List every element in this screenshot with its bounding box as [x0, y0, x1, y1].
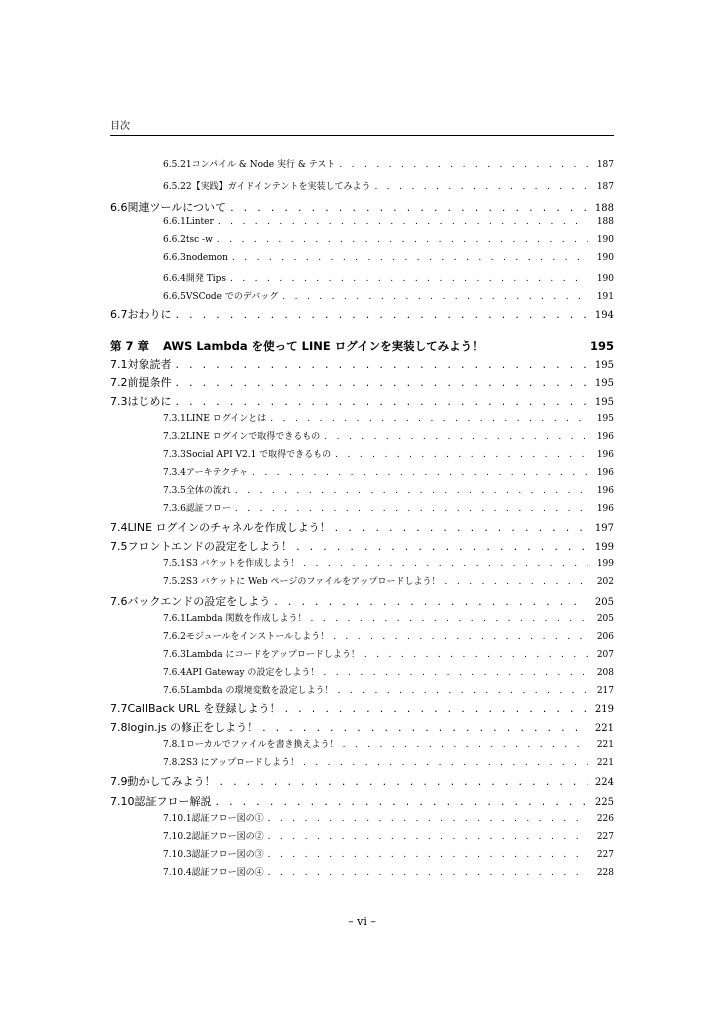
toc-subsection-entry[interactable]	[163, 179, 614, 192]
dot-leader	[333, 632, 588, 642]
toc-subsection-entry[interactable]	[163, 683, 614, 696]
toc-subsection-entry[interactable]	[163, 574, 614, 587]
toc-entry-page: 188	[596, 217, 614, 227]
toc-entry-number: 7.6	[110, 595, 128, 608]
toc-entry-number: 7.8.1	[163, 740, 186, 750]
toc-entry-number: 7.3.5	[163, 486, 186, 496]
toc-entry-title: 認証フロー図の④	[191, 868, 264, 878]
dot-leader	[374, 182, 588, 192]
toc-entry-title: 前提条件	[127, 376, 172, 389]
toc-section-entry[interactable]	[110, 519, 614, 535]
toc-subsection-entry[interactable]	[163, 865, 614, 878]
toc-entry-title: はじめに	[127, 395, 172, 408]
toc-entry-page: 199	[596, 559, 614, 569]
toc-entry-page: 197	[594, 523, 614, 534]
toc-entry-page: 187	[596, 182, 614, 192]
toc-subsection-entry[interactable]	[163, 465, 614, 478]
toc-entry-title: S3 バケットに Web ページのファイルをアップロードしよう！	[185, 577, 441, 587]
dot-leader	[311, 614, 588, 624]
toc-entry-title: Linter	[185, 217, 214, 227]
toc-entry-title: CallBack URL を登録しよう！	[127, 702, 281, 715]
toc-subsection-entry[interactable]	[163, 235, 614, 245]
toc-entry-number: 第 7 章	[110, 339, 150, 353]
dot-leader	[282, 292, 588, 302]
toc-subsection-entry[interactable]	[163, 737, 614, 750]
toc-entry-title: login.js の修正をしよう！	[127, 721, 259, 734]
dot-leader	[220, 775, 589, 788]
toc-entry-number: 7.5.1	[163, 559, 186, 569]
toc-entry-page: 196	[596, 450, 614, 460]
toc-entry-page: 226	[596, 814, 614, 824]
dot-leader	[270, 414, 588, 424]
toc-entry-page: 188	[594, 203, 614, 214]
dot-leader	[230, 201, 588, 214]
toc-entry-page: 227	[596, 850, 614, 860]
dot-leader	[176, 308, 589, 321]
toc-entry-page: 195	[596, 414, 614, 424]
toc-entry-number: 7.6.4	[163, 668, 186, 678]
dot-leader	[218, 217, 588, 227]
toc-section-entry[interactable]	[110, 393, 614, 409]
toc-entry-title: 認証フロー図の②	[191, 832, 264, 842]
toc-entry-number: 7.10.1	[163, 814, 192, 824]
toc-entry-page: 228	[596, 868, 614, 878]
toc-subsection-entry[interactable]	[163, 647, 614, 660]
toc-entry-page: 225	[594, 797, 614, 808]
toc-entry-number: 6.6.3	[163, 253, 186, 263]
toc-entry-number: 7.10	[110, 795, 135, 808]
toc-chapter-entry[interactable]	[110, 338, 614, 354]
dot-leader	[268, 814, 588, 824]
dot-leader	[343, 740, 588, 750]
page-number: – vi –	[348, 915, 376, 928]
toc-entry-page: 205	[596, 614, 614, 624]
toc-entry-page: 190	[596, 253, 614, 263]
toc-entry-page: 195	[594, 397, 614, 408]
toc-section-entry[interactable]	[110, 306, 614, 322]
toc-entry-page: 221	[596, 758, 614, 768]
dot-leader	[252, 468, 588, 478]
dot-leader	[285, 702, 588, 715]
dot-leader	[296, 540, 588, 553]
toc-entry-page: 221	[596, 740, 614, 750]
toc-entry-number: 7.6.5	[163, 686, 186, 696]
toc-section-entry[interactable]	[110, 700, 614, 716]
toc-entry-number: 7.7	[110, 702, 128, 715]
toc-entry-page: 219	[594, 704, 614, 715]
toc-entry-title: S3 バケットを作成しよう！	[185, 559, 300, 569]
toc-entry-title: 認証フロー図の①	[191, 814, 264, 824]
toc-subsection-entry[interactable]	[163, 556, 614, 569]
toc-entry-title: 動かしてみよう！	[127, 775, 216, 788]
toc-entry-title: API Gateway の設定をしよう！	[185, 668, 320, 678]
toc-subsection-entry[interactable]	[163, 847, 614, 860]
toc-section-entry[interactable]	[110, 719, 614, 735]
toc-entry-page: 195	[594, 378, 614, 389]
toc-entry-page: 205	[594, 597, 614, 608]
toc-entry-title: おわりに	[127, 308, 172, 321]
toc-entry-title: VSCode でのデバッグ	[185, 292, 279, 302]
toc-entry-page: 221	[594, 723, 614, 734]
toc-entry-title: tsc -w	[185, 235, 213, 245]
toc-entry-number: 7.10.4	[163, 868, 192, 878]
toc-entry-title: LINE ログインとは	[185, 414, 267, 424]
toc-entry-title: LINE ログインのチャネルを作成しよう！	[127, 521, 331, 534]
toc-entry-number: 6.5.22	[163, 182, 192, 192]
toc-section-entry[interactable]	[110, 593, 614, 609]
toc-entry-number: 7.6.1	[163, 614, 186, 624]
toc-entry-title: S3 にアップロードしよう！	[185, 758, 300, 768]
dot-leader	[230, 274, 588, 284]
toc-entry-number: 6.6	[110, 201, 128, 214]
toc-entry-page: 190	[596, 235, 614, 245]
dot-leader	[323, 668, 588, 678]
toc-entry-number: 6.6.4	[163, 274, 186, 284]
toc-entry-title: Social API V2.1 で取得できるもの	[185, 450, 332, 460]
toc-subsection-entry[interactable]	[163, 483, 614, 496]
dot-leader	[339, 160, 588, 170]
toc-entry-number: 7.3.3	[163, 450, 186, 460]
toc-entry-page: 196	[596, 486, 614, 496]
toc-entry-number: 7.9	[110, 775, 128, 788]
toc-entry-number: 7.10.2	[163, 832, 192, 842]
toc-entry-number: 7.3.2	[163, 432, 186, 442]
dot-leader	[235, 486, 588, 496]
dot-leader	[268, 832, 588, 842]
toc-entry-title: アーキテクチャ	[185, 468, 249, 478]
toc-entry-number: 7.3.1	[163, 414, 186, 424]
toc-entry-number: 7.5	[110, 540, 128, 553]
toc-entry-title: モジュールをインストールしよう！	[185, 632, 330, 642]
toc-entry-number: 7.6.3	[163, 650, 186, 660]
dot-leader	[176, 376, 589, 389]
toc-section-entry[interactable]	[110, 356, 614, 372]
dot-leader	[303, 758, 588, 768]
toc-subsection-entry[interactable]	[163, 289, 614, 302]
toc-section-entry[interactable]	[110, 374, 614, 390]
toc-entry-page: 196	[596, 468, 614, 478]
toc-entry-title: 全体の流れ	[185, 486, 231, 496]
dot-leader	[217, 235, 588, 245]
toc-section-entry[interactable]	[110, 773, 614, 789]
toc-entry-title: nodemon	[185, 253, 228, 263]
toc-subsection-entry[interactable]	[163, 501, 614, 514]
dot-leader	[274, 595, 588, 608]
dot-leader	[176, 358, 589, 371]
toc-entry-page: 195	[589, 339, 614, 353]
toc-entry-number: 7.1	[110, 358, 128, 371]
toc-entry-page: 196	[596, 504, 614, 514]
toc-entry-title: 認証フロー解説	[134, 795, 212, 808]
toc-entry-number: 7.2	[110, 376, 128, 389]
toc-subsection-entry[interactable]	[163, 429, 614, 442]
dot-leader	[216, 795, 589, 808]
toc-subsection-entry[interactable]	[163, 411, 614, 424]
toc-entry-number: 7.8	[110, 721, 128, 734]
toc-entry-number: 6.6.5	[163, 292, 186, 302]
toc-entry-title: Lambda 関数を作成しよう！	[185, 614, 307, 624]
toc-entry-number: 7.6.2	[163, 632, 186, 642]
toc-entry-title: AWS Lambda を使って LINE ログインを実装してみよう！	[163, 339, 484, 353]
toc-subsection-entry[interactable]	[163, 811, 614, 824]
toc-entry-number: 7.4	[110, 521, 128, 534]
toc-section-entry[interactable]	[110, 538, 614, 554]
toc-subsection-entry[interactable]	[163, 665, 614, 678]
toc-entry-number: 6.5.21	[163, 160, 192, 170]
toc-subsection-entry[interactable]	[163, 829, 614, 842]
toc-entry-number: 6.7	[110, 308, 128, 321]
toc-entry-title: 認証フロー図の③	[191, 850, 264, 860]
toc-entry-number: 6.6.2	[163, 235, 186, 245]
dot-leader	[335, 450, 588, 460]
dot-leader	[262, 721, 588, 734]
dot-leader	[335, 521, 588, 534]
toc-entry-title: 開発 Tips	[185, 274, 227, 284]
running-header: 目次	[110, 121, 130, 132]
dot-leader	[324, 432, 588, 442]
dot-leader	[268, 850, 588, 860]
dot-leader	[176, 395, 589, 408]
toc-subsection-entry[interactable]	[163, 253, 614, 263]
dot-leader	[364, 650, 588, 660]
toc-entry-page: 190	[596, 274, 614, 284]
toc-subsection-entry[interactable]	[163, 447, 614, 460]
toc-entry-page: 195	[594, 360, 614, 371]
toc-entry-number: 7.5.2	[163, 577, 186, 587]
toc-entry-title: 関連ツールについて	[127, 201, 227, 214]
toc-entry-title: Lambda の環境変数を設定しよう！	[185, 686, 334, 696]
toc-entry-page: 196	[596, 432, 614, 442]
toc-entry-title: Lambda にコードをアップロードしよう！	[185, 650, 360, 660]
toc-entry-page: 207	[596, 650, 614, 660]
toc-entry-number: 7.10.3	[163, 850, 192, 860]
toc-entry-title: 【実践】ガイドインテントを実装してみよう	[191, 182, 371, 192]
dot-leader	[445, 577, 588, 587]
toc-entry-page: 208	[596, 668, 614, 678]
toc-entry-title: ローカルでファイルを書き換えよう！	[185, 740, 339, 750]
dot-leader	[235, 504, 588, 514]
dot-leader	[232, 253, 588, 263]
toc-entry-title: バックエンドの設定をしよう	[127, 595, 271, 608]
toc-subsection-entry[interactable]	[163, 271, 614, 284]
toc-entry-title: フロントエンドの設定をしよう！	[127, 540, 293, 553]
toc-entry-page: 191	[596, 292, 614, 302]
toc-entry-page: 187	[596, 160, 614, 170]
toc-entry-number: 7.3.6	[163, 504, 186, 514]
toc-subsection-entry[interactable]	[163, 217, 614, 227]
dot-leader	[303, 559, 588, 569]
toc-entry-page: 227	[596, 832, 614, 842]
toc-entry-title: 認証フロー	[185, 504, 231, 514]
toc-entry-title: 対象読者	[127, 358, 172, 371]
toc-subsection-entry[interactable]	[163, 755, 614, 768]
toc-entry-number: 6.6.1	[163, 217, 186, 227]
toc-subsection-entry[interactable]	[163, 629, 614, 642]
toc-entry-number: 7.3.4	[163, 468, 186, 478]
toc-entry-page: 199	[594, 542, 614, 553]
toc-entry-number: 7.8.2	[163, 758, 186, 768]
toc-entry-page: 224	[594, 777, 614, 788]
dot-leader	[338, 686, 588, 696]
toc-subsection-entry[interactable]	[163, 157, 614, 170]
toc-subsection-entry[interactable]	[163, 611, 614, 624]
toc-entry-number: 7.3	[110, 395, 128, 408]
toc-entry-page: 217	[596, 686, 614, 696]
toc-entry-title: コンパイル & Node 実行 & テスト	[191, 160, 336, 170]
toc-entry-page: 206	[596, 632, 614, 642]
toc-entry-page: 194	[594, 310, 614, 321]
toc-section-entry[interactable]	[110, 793, 614, 809]
toc-section-entry[interactable]	[110, 199, 614, 215]
toc-entry-page: 202	[596, 577, 614, 587]
dot-leader	[268, 868, 588, 878]
toc-entry-title: LINE ログインで取得できるもの	[185, 432, 321, 442]
